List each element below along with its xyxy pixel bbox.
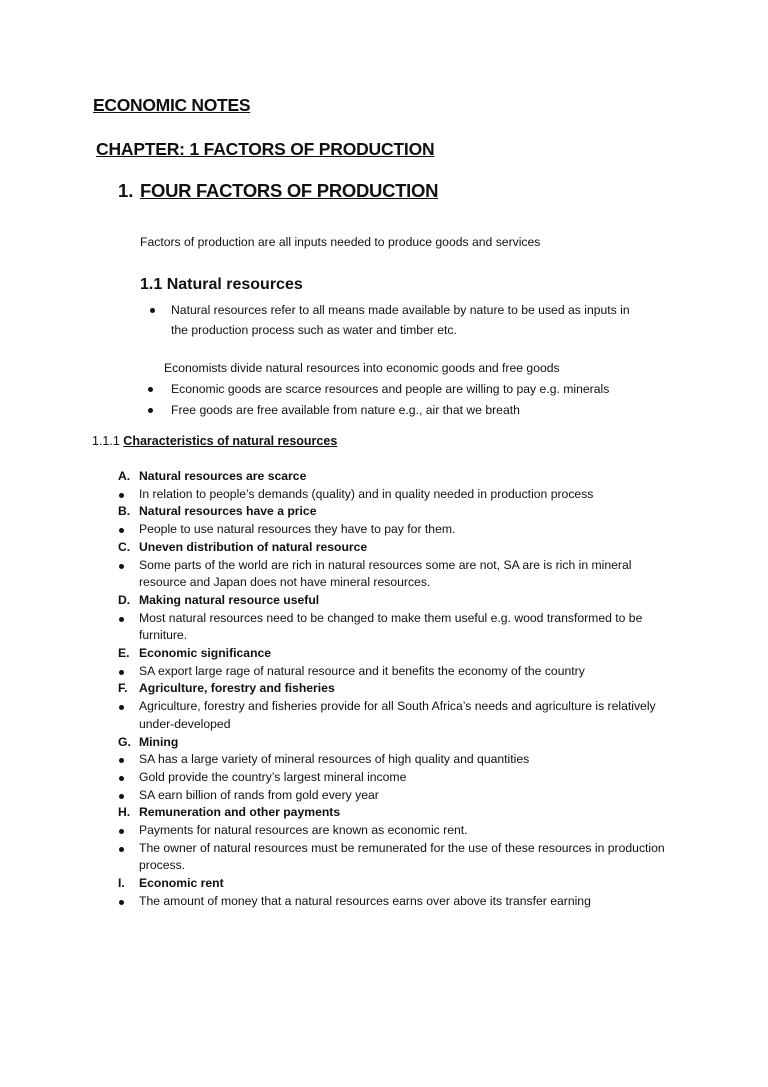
characteristics-heading: [92, 434, 337, 448]
characteristic-heading: [118, 592, 678, 610]
characteristic-heading: [118, 468, 678, 486]
characteristic-heading: [118, 539, 678, 557]
characteristic-title: Mining: [139, 734, 179, 749]
list-item: [118, 663, 678, 681]
list-item: [118, 840, 678, 875]
bullet-icon: [119, 493, 124, 498]
list-item: [118, 822, 678, 840]
list-item-text: The owner of natural resources must be remunerated for the use of these resources in production process.: [139, 840, 665, 873]
list-label: B.: [118, 504, 131, 519]
characteristic-heading: [118, 645, 678, 663]
section-number: 1.: [118, 180, 134, 201]
bullet-icon: [119, 705, 124, 710]
list-item: [118, 610, 678, 645]
list-item-text: Most natural resources need to be changed to make them useful e.g. wood transformed to be furniture.: [139, 610, 643, 643]
characteristic-title: Natural resources are scarce: [139, 469, 307, 483]
bullet-icon: [119, 794, 124, 799]
list-item-text: SA earn billion of rands from gold every year: [139, 787, 379, 802]
subsection-heading: 1.1 Natural resources: [140, 276, 303, 293]
free-goods-bullet: Free goods are free available from nature e.g., air that we breath: [171, 403, 520, 417]
list-item-text: People to use natural resources they have to pay for them.: [139, 522, 456, 537]
chapter-heading: CHAPTER: 1 FACTORS OF PRODUCTION: [96, 139, 435, 159]
characteristic-title: Making natural resource useful: [139, 592, 320, 607]
list-item: [118, 893, 678, 911]
list-item-text: SA export large rage of natural resource and it benefits the economy of the country: [139, 663, 585, 678]
list-label: F.: [118, 681, 128, 696]
list-item: [118, 521, 678, 539]
bullet-icon: [150, 308, 155, 313]
document-title: ECONOMIC NOTES: [93, 95, 251, 115]
list-item: [118, 557, 678, 592]
list-label: E.: [118, 646, 130, 661]
list-item: [118, 486, 678, 504]
list-item-text: Some parts of the world are rich in natural resources some are not, SA are is rich in mineral resource and Japan does not have mineral resources.: [139, 557, 632, 590]
bullet-icon: [119, 758, 124, 763]
economists-intro: Economists divide natural resources into economic goods and free goods: [164, 361, 560, 375]
intro-paragraph: Factors of production are all inputs needed to produce goods and services: [140, 235, 541, 249]
characteristic-title: Natural resources have a price: [139, 504, 317, 519]
characteristic-title: Uneven distribution of natural resource: [139, 539, 368, 554]
list-label: D.: [118, 592, 131, 607]
bullet-icon: [119, 528, 124, 533]
characteristics-number: 1.1.1: [92, 434, 120, 448]
list-label: I.: [118, 876, 125, 891]
list-item-text: Payments for natural resources are known as economic rent.: [139, 823, 468, 838]
characteristic-title: Economic significance: [139, 646, 272, 661]
characteristic-title: Agriculture, forestry and fisheries: [139, 681, 335, 696]
list-item-text: Gold provide the country’s largest mineral income: [139, 769, 407, 784]
bullet-icon: [119, 776, 124, 781]
list-label: C.: [118, 539, 131, 554]
bullet-icon: [119, 670, 124, 675]
characteristics-list: [118, 468, 678, 911]
characteristic-heading: [118, 503, 678, 521]
natural-resources-definition-line-2: the production process such as water and timber etc.: [171, 323, 457, 337]
bullet-icon: [119, 829, 124, 834]
natural-resources-definition-line-1: Natural resources refer to all means made available by nature to be used as inputs in: [171, 303, 630, 317]
bullet-icon: [119, 900, 124, 905]
list-item-text: Agriculture, forestry and fisheries provide for all South Africa’s needs and agriculture is relatively under-developed: [139, 699, 656, 731]
bullet-icon: [148, 387, 153, 392]
list-label: H.: [118, 805, 131, 820]
characteristic-title: Economic rent: [139, 876, 224, 891]
characteristic-title: Remuneration and other payments: [139, 805, 341, 820]
list-item-text: The amount of money that a natural resources earns over above its transfer earning: [139, 893, 591, 908]
list-item: [118, 769, 678, 787]
bullet-icon: [119, 564, 124, 569]
list-item: [118, 787, 678, 805]
economic-goods-bullet: Economic goods are scarce resources and people are willing to pay e.g. minerals: [171, 382, 610, 396]
characteristic-heading: [118, 734, 678, 752]
characteristic-heading: [118, 680, 678, 698]
bullet-icon: [119, 617, 124, 622]
list-item: [118, 751, 678, 769]
characteristic-heading: [118, 875, 678, 893]
characteristic-heading: [118, 804, 678, 822]
list-item-text: SA has a large variety of mineral resources of high quality and quantities: [139, 752, 530, 767]
list-label: A.: [118, 469, 131, 483]
list-label: G.: [118, 734, 131, 749]
list-item-text: In relation to people’s demands (quality) and in quality needed in production process: [139, 486, 594, 501]
characteristics-title: Characteristics of natural resources: [123, 434, 338, 448]
bullet-icon: [119, 847, 124, 852]
section-heading: FOUR FACTORS OF PRODUCTION: [140, 180, 439, 201]
list-item: [118, 698, 678, 733]
bullet-icon: [148, 408, 153, 413]
